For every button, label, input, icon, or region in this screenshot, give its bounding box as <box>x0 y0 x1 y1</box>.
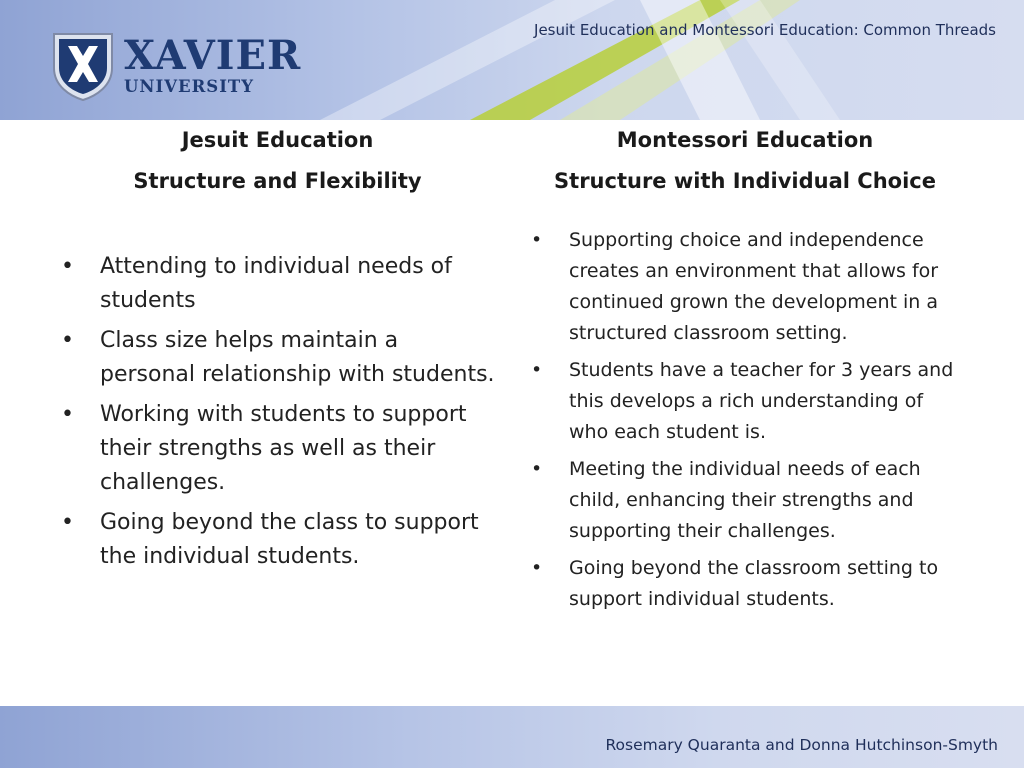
left-column-heading: Jesuit Education <box>181 128 374 152</box>
list-item-text: Supporting choice and independence creates an environment that allows for continued grown the development in a structured classroom setting. <box>569 229 939 344</box>
right-column-heading: Montessori Education <box>616 128 874 152</box>
bullet-icon: • <box>531 557 543 579</box>
list-item-text: Going beyond the classroom setting to support individual students. <box>569 557 939 610</box>
footer-band <box>0 706 1024 768</box>
list-item-text: Meeting the individual needs of each child, enhancing their strengths and supporting their challenges. <box>569 458 921 542</box>
right-bullet-list <box>531 225 964 621</box>
list-item-text: Going beyond the class to support the individual students. <box>100 510 479 569</box>
list-item <box>531 225 964 349</box>
list-item <box>531 454 964 547</box>
bullet-icon: • <box>61 402 74 427</box>
list-item-text: Class size helps maintain a personal relationship with students. <box>100 328 495 387</box>
list-item <box>531 553 964 615</box>
left-column-subheading: Structure and Flexibility <box>133 169 422 193</box>
xavier-shield-icon <box>50 30 116 102</box>
bullet-icon: • <box>61 510 74 535</box>
list-item <box>61 506 500 574</box>
logo-wordmark: XAVIER <box>124 32 302 79</box>
bullet-icon: • <box>531 229 543 251</box>
bullet-icon: • <box>61 254 74 279</box>
header-band <box>0 0 1024 120</box>
presentation-title: Jesuit Education and Montessori Education: Common Threads <box>534 21 996 39</box>
right-column-subheading: Structure with Individual Choice <box>554 169 936 193</box>
bullet-icon: • <box>531 359 543 381</box>
bullet-icon: • <box>61 328 74 353</box>
list-item-text: Students have a teacher for 3 years and this develops a rich understanding of who each student is. <box>569 359 954 443</box>
footer-authors: Rosemary Quaranta and Donna Hutchinson-Smyth <box>605 736 998 754</box>
list-item <box>61 250 500 318</box>
left-bullet-list <box>61 250 500 580</box>
list-item-text: Working with students to support their strengths as well as their challenges. <box>100 402 467 495</box>
logo-subtitle: UNIVERSITY <box>124 77 254 96</box>
list-item <box>531 355 964 448</box>
list-item-text: Attending to individual needs of students <box>100 254 452 313</box>
list-item <box>61 398 500 500</box>
bullet-icon: • <box>531 458 543 480</box>
list-item <box>61 324 500 392</box>
xavier-logo[interactable] <box>50 30 301 102</box>
